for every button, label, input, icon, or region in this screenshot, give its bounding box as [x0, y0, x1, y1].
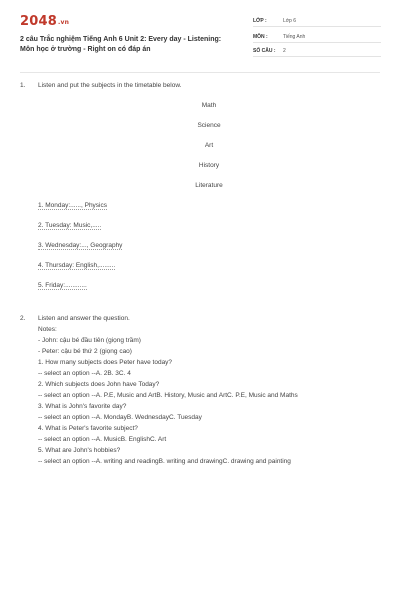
timetable-item-text: 5. Friday:............	[38, 282, 87, 289]
timetable-item	[38, 242, 122, 250]
sub-question: 2. Which subjects does John have Today?	[38, 381, 160, 388]
note-line: - Peter: cậu bé thứ 2 (giọng cao)	[38, 348, 132, 355]
subject-art: Art	[204, 142, 214, 149]
site-logo[interactable]	[20, 14, 69, 29]
meta-grade	[253, 14, 381, 27]
meta-subject	[253, 30, 381, 43]
sub-question: 5. What are John's hobbies?	[38, 447, 121, 454]
notes-label: Notes:	[38, 326, 57, 333]
subject-history: History	[198, 162, 220, 169]
logo-text: 2048	[20, 14, 57, 29]
answer-select[interactable]: -- select an option --A. MondayB. WednesdayC. Tuesday	[38, 414, 202, 421]
meta-value: 2	[283, 48, 286, 54]
meta-question-count	[253, 44, 381, 57]
timetable-item-text: 1. Monday:......, Physics	[38, 202, 107, 209]
subject-science: Science	[197, 122, 221, 129]
meta-value: Tiếng Anh	[283, 34, 306, 40]
answer-select[interactable]: -- select an option --A. 2B. 3C. 4	[38, 370, 131, 377]
meta-value: Lớp 6	[283, 18, 297, 24]
note-line: - John: cậu bé đầu tiên (giọng trầm)	[38, 337, 141, 344]
header	[0, 0, 400, 68]
question-prompt: Listen and put the subjects in the timetable below.	[38, 82, 182, 89]
timetable-item	[38, 222, 101, 230]
logo-suffix: .vn	[57, 19, 70, 26]
answer-select[interactable]: -- select an option --A. writing and readingB. writing and drawingC. drawing and painting	[38, 458, 291, 465]
question-number: 2.	[20, 315, 26, 322]
meta-label: MÔN :	[253, 34, 268, 40]
sub-question: 4. What is Peter's favorite subject?	[38, 425, 138, 432]
timetable-item	[38, 262, 115, 270]
meta-label: LỚP :	[253, 18, 267, 24]
timetable-item-text: 3. Wednesday:..., Geography	[38, 242, 123, 249]
question-number: 1.	[20, 82, 26, 89]
timetable-item-text: 4. Thursday: English,.........	[38, 262, 116, 269]
timetable-item-text: 2. Tuesday: Music,.....	[38, 222, 102, 229]
answer-select[interactable]: -- select an option --A. MusicB. EnglishC. Art	[38, 436, 167, 443]
subject-math: Math	[201, 102, 217, 109]
sub-question: 1. How many subjects does Peter have today?	[38, 359, 173, 366]
timetable-item	[38, 282, 87, 290]
header-divider	[20, 72, 380, 73]
timetable-item	[38, 202, 107, 210]
answer-select[interactable]: -- select an option --A. P.E, Music and ArtB. History, Music and ArtC. P.E, Music and Maths	[38, 392, 298, 399]
sub-question: 3. What is John's favorite day?	[38, 403, 127, 410]
question-prompt: Listen and answer the question.	[38, 315, 130, 322]
meta-label: SỐ CÂU :	[253, 48, 276, 54]
subject-literature: Literature	[195, 182, 223, 189]
page-title: 2 câu Trắc nghiệm Tiếng Anh 6 Unit 2: Every day - Listening: Môn học ở trường - Right on có đáp án	[20, 36, 222, 53]
